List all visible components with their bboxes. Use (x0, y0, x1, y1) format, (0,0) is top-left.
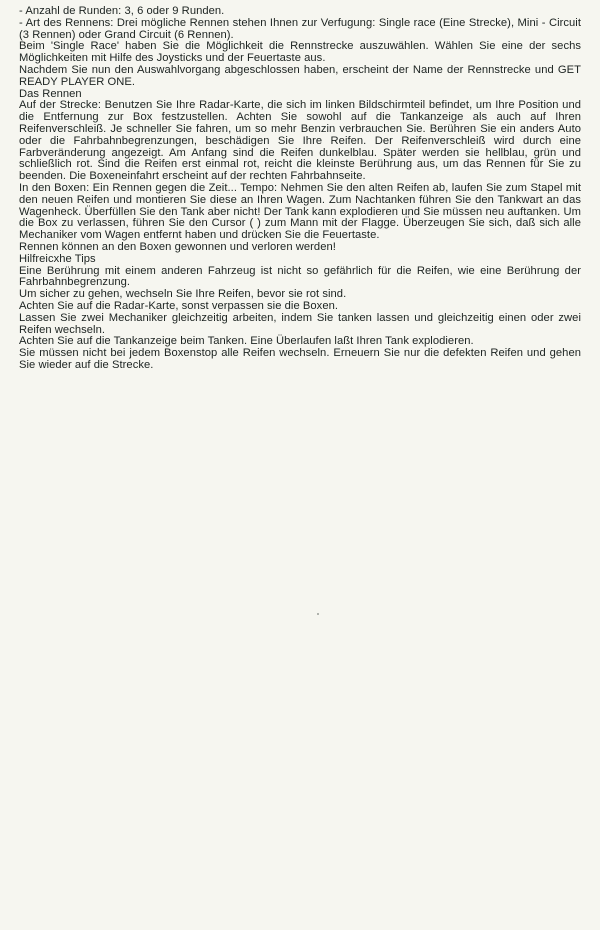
section-heading-race: Das Rennen (19, 87, 82, 100)
tip-radar-map: Achten Sie auf die Radar-Karte, sonst verpassen sie die Boxen. (19, 299, 339, 312)
on-track-paragraph: Auf der Strecke: Benutzen Sie Ihre Radar-Karte, die sich im linken Bildschirmteil befindet, um Ihre Position und die Entfernung zur Box festzustellen. Achten Sie sowohl auf die Tankanzeige als auch auf Ihren Reifenverschleiß. Je schneller Sie fahren, um so mehr Benzin verbrauchen Sie. Berühren Sie ein anders Auto oder die Fahrbahnbegrenzungen, beschädigen Sie Ihre Reifen. Der Reifenverschleiß wird durch eine Farbveränderung angezeigt. Am Anfang sind die Reifen dunkelblau. Später werden sie hellblau, grün und schließlich rot. Sind die Reifen erst einmal rot, reicht die kleinste Berührung aus, um das Rennen für Sie zu beenden. Die Boxeneinfahrt erscheint auf der rechten Fahrbahnseite. (19, 99, 581, 183)
paper-speck (317, 613, 319, 615)
pit-stop-paragraph: In den Boxen: Ein Rennen gegen die Zeit... Tempo: Nehmen Sie den alten Reifen ab, laufen Sie zum Stapel mit den neuen Reifen und montieren Sie diese an Ihren Wagen. Zum Nachtanken führen Sie den Tankwart an das Wagenheck. Überfüllen Sie den Tank aber nicht! Der Tank kann explodieren und Sie müssen neu auftanken. Um die Box zu verlassen, führen Sie den Cursor ( ) zum Mann mit der Flagge. Überzeugen Sie sich, daß sich alle Mechaniker vom Wagen entfernt haben und drücken Sie die Feuertaste. (19, 181, 581, 242)
tip-two-mechanics: Lassen Sie zwei Mechaniker gleichzeitig arbeiten, indem Sie tanken lassen und gleichzeitig einen oder zwei Reifen wechseln. (19, 311, 581, 336)
tip-collision: Eine Berührung mit einem anderen Fahrzeug ist nicht so gefährlich für die Reifen, wie eine Berührung der Fahrbahnbegrenzung. (19, 264, 581, 289)
tip-partial-change: Sie müssen nicht bei jedem Boxenstop alle Reifen wechseln. Erneuern Sie nur die defekten Reifen und gehen Sie wieder auf die Strecke. (19, 347, 581, 371)
manual-page (19, 6, 581, 372)
get-ready-paragraph: Nachdem Sie nun den Auswahlvorgang abgeschlossen haben, erscheint der Name der Rennstrecke und GET READY PLAYER ONE. (19, 63, 581, 88)
single-race-paragraph: Beim 'Single Race' haben Sie die Möglichkeit die Rennstrecke auszuwählen. Wählen Sie eine der sechs Möglichkeiten mit Hilfe des Joysticks und der Feuertaste aus. (19, 40, 581, 65)
pits-win-lose-paragraph: Rennen können an den Boxen gewonnen und verloren werden! (19, 240, 336, 253)
rounds-option: - Anzahl de Runden: 3, 6 oder 9 Runden. (19, 5, 225, 17)
section-heading-tips: Hilfreicxhe Tips (19, 252, 96, 265)
race-type-option: - Art des Rennens: Drei mögliche Rennen stehen Ihnen zur Verfugung: Single race (Eine Strecke), Mini - Circuit (3 Rennen) oder Grand Circuit (6 Rennen). (19, 16, 581, 41)
tip-fuel-gauge: Achten Sie auf die Tankanzeige beim Tanken. Eine Überlaufen laßt Ihren Tank explodieren. (19, 335, 474, 348)
tip-change-tyres: Um sicher zu gehen, wechseln Sie Ihre Reifen, bevor sie rot sind. (19, 288, 347, 301)
